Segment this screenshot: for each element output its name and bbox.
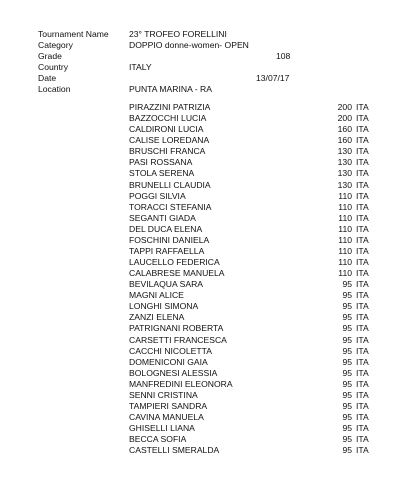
- player-name: MAGNI ALICE: [129, 290, 184, 301]
- player-name: BEVILAQUA SARA: [129, 279, 204, 290]
- table-row: [0, 168, 406, 179]
- player-name: LAUCELLO FEDERICA: [129, 257, 220, 267]
- player-name: SENNI CRISTINA: [129, 389, 198, 400]
- player-name: GHISELLI LIANA: [129, 423, 195, 433]
- player-points: 200: [337, 102, 352, 112]
- player-name: FOSCHINI DANIELA: [129, 234, 210, 245]
- player-name: PATRIGNANI ROBERTA: [129, 323, 224, 334]
- player-name: CALISE LOREDANA: [129, 135, 210, 146]
- table-row: [0, 213, 406, 224]
- player-points: 95: [342, 290, 352, 301]
- player-name: PASI ROSSANA: [129, 157, 193, 168]
- player-nation: ITA: [356, 190, 369, 201]
- player-points: 95: [342, 356, 352, 367]
- player-name: POGGI SILVIA: [129, 190, 186, 201]
- player-points: 95: [342, 412, 352, 422]
- category-label: Category: [38, 40, 73, 50]
- date-label: Date: [38, 73, 57, 83]
- table-row: [0, 224, 406, 235]
- player-points: 110: [338, 190, 352, 201]
- table-row: [0, 235, 406, 246]
- date-row: [0, 73, 406, 84]
- player-points: 110: [338, 212, 352, 223]
- player-nation: ITA: [356, 323, 369, 334]
- tournament-row: [0, 29, 406, 40]
- player-nation: ITA: [356, 223, 369, 234]
- player-name: TAPPI RAFFAELLA: [129, 245, 205, 256]
- player-points: 95: [342, 434, 352, 445]
- player-points: 95: [342, 301, 352, 312]
- player-points: 130: [337, 168, 352, 179]
- player-nation: ITA: [356, 102, 369, 112]
- table-row: [0, 412, 406, 423]
- player-points: 130: [337, 179, 352, 190]
- player-name: MANFREDINI ELEONORA: [129, 378, 233, 389]
- location-label: Location: [38, 84, 71, 94]
- player-nation: ITA: [356, 168, 369, 179]
- player-nation: ITA: [356, 445, 369, 456]
- player-nation: ITA: [356, 146, 369, 157]
- table-row: [0, 401, 406, 412]
- table-row: [0, 135, 406, 146]
- player-name: LONGHI SIMONA: [129, 301, 199, 312]
- player-points: 160: [337, 135, 352, 146]
- table-row: [0, 357, 406, 368]
- grade-value: 108: [276, 51, 291, 61]
- table-row: [0, 102, 406, 113]
- player-points: 95: [342, 445, 352, 456]
- player-name: PIRAZZINI PATRIZIA: [129, 102, 211, 112]
- player-nation: ITA: [356, 234, 369, 245]
- player-points: 95: [342, 334, 352, 345]
- country-value: ITALY: [129, 62, 152, 72]
- table-row: [0, 146, 406, 157]
- table-row: [0, 257, 406, 268]
- table-row: [0, 423, 406, 434]
- player-points: 95: [342, 367, 352, 378]
- player-nation: ITA: [356, 400, 369, 411]
- table-row: [0, 124, 406, 135]
- table-row: [0, 301, 406, 312]
- category-row: [0, 40, 406, 51]
- table-row: [0, 335, 406, 346]
- player-name: TAMPIERI SANDRA: [129, 400, 208, 411]
- player-nation: ITA: [356, 301, 369, 312]
- player-name: SEGANTI GIADA: [129, 212, 196, 223]
- player-nation: ITA: [356, 389, 369, 400]
- date-value: 13/07/17: [256, 73, 290, 83]
- player-nation: ITA: [356, 113, 369, 124]
- player-nation: ITA: [356, 412, 369, 422]
- grade-label: Grade: [38, 51, 62, 61]
- player-name: DOMENICONI GAIA: [129, 356, 208, 367]
- table-row: [0, 445, 406, 456]
- location-value: PUNTA MARINA - RA: [129, 84, 212, 94]
- table-row: [0, 246, 406, 257]
- table-row: [0, 434, 406, 445]
- player-nation: ITA: [356, 290, 369, 301]
- player-name: TORACCI STEFANIA: [129, 201, 212, 212]
- player-nation: ITA: [356, 334, 369, 345]
- player-nation: ITA: [356, 157, 369, 168]
- category-value: DOPPIO donne-women- OPEN: [129, 40, 249, 50]
- player-name: BECCA SOFIA: [129, 434, 187, 445]
- table-row: [0, 157, 406, 168]
- player-points: 110: [338, 223, 352, 234]
- table-row: [0, 312, 406, 323]
- player-points: 95: [342, 312, 352, 323]
- player-points: 110: [338, 245, 352, 256]
- player-nation: ITA: [356, 257, 369, 267]
- player-points: 95: [342, 389, 352, 400]
- player-nation: ITA: [356, 135, 369, 146]
- table-row: [0, 290, 406, 301]
- player-name: ZANZI ELENA: [129, 312, 185, 323]
- player-nation: ITA: [356, 367, 369, 378]
- player-nation: ITA: [356, 245, 369, 256]
- player-nation: ITA: [356, 423, 369, 433]
- table-row: [0, 113, 406, 124]
- country-row: [0, 62, 406, 73]
- table-row: [0, 368, 406, 379]
- player-points: 95: [342, 400, 352, 411]
- player-nation: ITA: [356, 124, 369, 135]
- location-row: [0, 84, 406, 95]
- table-row: [0, 191, 406, 202]
- table-row: [0, 390, 406, 401]
- player-nation: ITA: [356, 345, 369, 356]
- table-row: [0, 180, 406, 191]
- player-nation: ITA: [356, 434, 369, 445]
- player-nation: ITA: [356, 378, 369, 389]
- player-name: CASTELLI SMERALDA: [129, 445, 220, 456]
- player-nation: ITA: [356, 268, 369, 279]
- tournament-value: 23° TROFEO FORELLINI: [129, 29, 227, 39]
- player-name: BRUNELLI CLAUDIA: [129, 179, 211, 190]
- tournament-label: Tournament Name: [38, 29, 109, 39]
- player-points: 95: [342, 423, 352, 433]
- player-points: 110: [338, 201, 352, 212]
- player-points: 130: [337, 146, 352, 157]
- player-name: BAZZOCCHI LUCIA: [129, 113, 207, 124]
- player-name: DEL DUCA ELENA: [129, 223, 203, 234]
- table-row: [0, 202, 406, 213]
- player-name: CAVINA MANUELA: [129, 412, 204, 422]
- table-row: [0, 268, 406, 279]
- player-points: 160: [337, 124, 352, 135]
- table-row: [0, 379, 406, 390]
- player-name: STOLA SERENA: [129, 168, 195, 179]
- table-row: [0, 279, 406, 290]
- player-nation: ITA: [356, 312, 369, 323]
- table-row: [0, 346, 406, 357]
- player-points: 110: [338, 257, 352, 267]
- player-nation: ITA: [356, 212, 369, 223]
- player-points: 95: [342, 345, 352, 356]
- player-points: 130: [337, 157, 352, 168]
- player-name: BOLOGNESI ALESSIA: [129, 367, 218, 378]
- player-name: CACCHI NICOLETTA: [129, 345, 212, 356]
- player-nation: ITA: [356, 279, 369, 290]
- player-points: 110: [338, 234, 352, 245]
- player-nation: ITA: [356, 356, 369, 367]
- player-points: 110: [338, 268, 352, 279]
- player-name: CALABRESE MANUELA: [129, 268, 225, 279]
- player-name: CALDIRONI LUCIA: [129, 124, 204, 135]
- player-nation: ITA: [356, 179, 369, 190]
- country-label: Country: [38, 62, 69, 72]
- player-points: 95: [342, 323, 352, 334]
- player-points: 95: [342, 378, 352, 389]
- table-row: [0, 323, 406, 334]
- player-name: BRUSCHI FRANCA: [129, 146, 206, 157]
- player-points: 95: [342, 279, 352, 290]
- player-nation: ITA: [356, 201, 369, 212]
- grade-row: [0, 51, 406, 62]
- player-name: CARSETTI FRANCESCA: [129, 334, 227, 345]
- player-points: 200: [337, 113, 352, 124]
